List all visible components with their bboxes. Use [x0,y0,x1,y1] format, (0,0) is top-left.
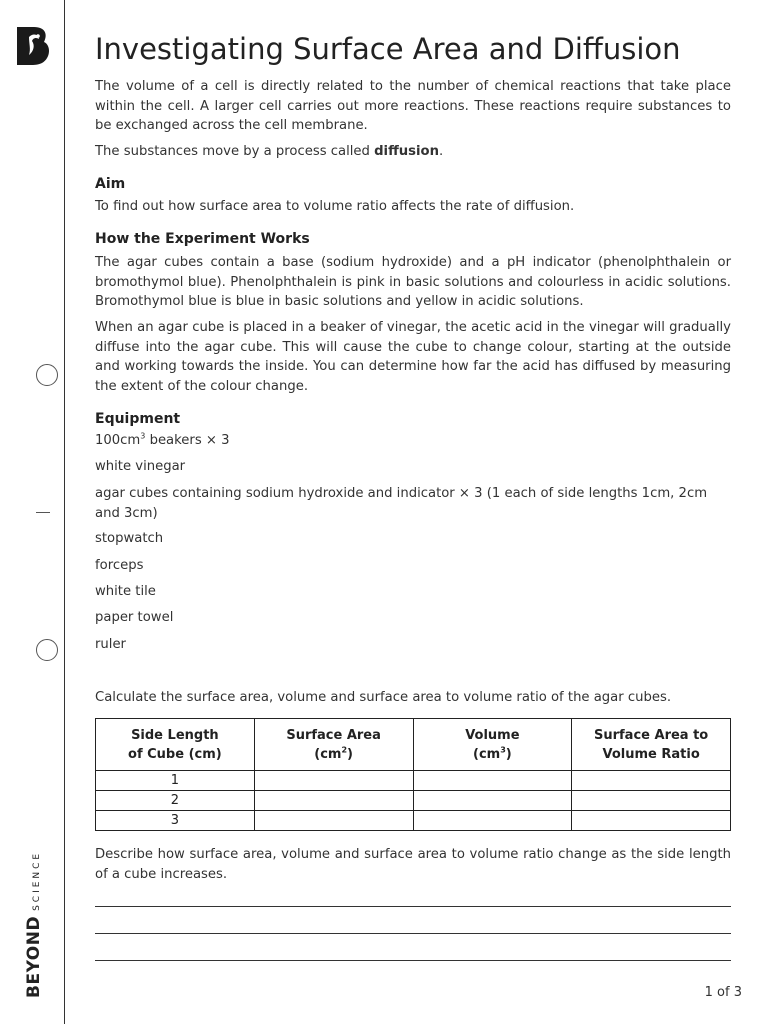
equipment-item-forceps: forceps [95,558,144,573]
header-volume-line1: Volume [465,727,520,743]
describe-prompt: Describe how surface area, volume and surface area to volume ratio change as the side length of a cube increases. [95,847,731,882]
ratio-answer-cell[interactable] [572,811,731,831]
header-side-line1: Side Length [131,727,219,743]
volume-answer-cell[interactable] [413,791,572,811]
header-volume-close: ) [505,746,512,762]
header-side-line2: of Cube (cm) [128,746,222,762]
aim-heading: Aim [95,176,126,192]
equipment-item-vinegar: white vinegar [95,459,186,474]
table-row [96,771,731,791]
results-table [95,718,731,831]
header-area-line1: Surface Area [286,727,381,743]
answer-line[interactable] [95,933,731,934]
header-ratio [572,719,731,771]
brand-secondary: SCIENCE [32,850,42,911]
header-volume-unit: (cm [473,746,501,762]
beakers-count: beakers × 3 [145,433,230,448]
punch-hole-marker [36,639,58,661]
side-length-cell: 2 [96,791,255,811]
side-length-cell: 3 [96,811,255,831]
side-length-cell: 1 [96,771,255,791]
equipment-item-ruler: ruler [95,637,126,652]
header-volume [413,719,572,771]
surface-area-answer-cell[interactable] [254,811,413,831]
brand-vertical [24,851,44,998]
header-surface-area [254,719,413,771]
surface-area-answer-cell[interactable] [254,771,413,791]
header-ratio-line1: Surface Area to [594,727,709,743]
table-header-row [96,719,731,771]
surface-area-answer-cell[interactable] [254,791,413,811]
header-area-close: ) [347,746,353,762]
table-row [96,791,731,811]
beakers-superscript: 3 [140,431,146,441]
ratio-answer-cell[interactable] [572,771,731,791]
fold-mark [36,512,50,513]
header-ratio-line2: Volume Ratio [602,746,700,762]
how-paragraph-1: The agar cubes contain a base (sodium hydroxide) and a pH indicator (phenolphthalein or bromothymol blue). Phenolphthalein is pink in basic solutions and colourless in acidic solutions. Bromothymol blue is blue in basic solutions and yellow in acidic solutions. [95,255,731,309]
brand-primary: BEYOND [24,915,44,998]
how-heading: How the Experiment Works [95,231,310,247]
header-volume-sup: 3 [500,745,506,755]
header-side-length [96,719,255,771]
page-title: Investigating Surface Area and Diffusion [95,32,681,66]
equipment-item-agar: agar cubes containing sodium hydroxide and indicator × 3 (1 each of side lengths 1cm, 2cm and 3cm) [95,486,708,521]
header-area-sup: 2 [341,745,348,755]
punch-hole-marker [36,364,58,386]
beakers-text: 100cm [95,433,141,448]
diffusion-bold-term: diffusion [374,144,439,159]
intro-paragraph: The volume of a cell is directly related to the number of chemical reactions that take place within the cell. A larger cell carries out more reactions. These reactions require substances to be exchanged across the cell membrane. [95,79,731,133]
volume-answer-cell[interactable] [413,771,572,791]
equipment-item-towel: paper towel [95,610,174,625]
answer-line[interactable] [95,960,731,961]
diffusion-sentence [95,142,731,162]
table-row [96,811,731,831]
volume-answer-cell[interactable] [413,811,572,831]
page-number: 1 of 3 [704,985,742,1000]
how-paragraph-2: When an agar cube is placed in a beaker of vinegar, the acetic acid in the vinegar will gradually diffuse into the agar cube. This will cause the cube to change colour, starting at the outside and working towards the inside. You can determine how far the acid has diffused by measuring the extent of the colour change. [95,320,731,394]
calc-instruction: Calculate the surface area, volume and surface area to volume ratio of the agar cubes. [95,690,672,705]
answer-line[interactable] [95,906,731,907]
equipment-item-tile: white tile [95,584,156,599]
equipment-heading: Equipment [95,411,181,427]
equipment-item-beakers [95,431,731,451]
equipment-item-stopwatch: stopwatch [95,531,164,546]
aim-text: To find out how surface area to volume ratio affects the rate of diffusion. [95,199,575,214]
diffusion-text: The substances move by a process called [95,144,375,159]
beyond-science-logo [14,24,52,66]
ratio-answer-cell[interactable] [572,791,731,811]
margin-rule [64,0,65,1024]
diffusion-period: . [438,144,444,159]
header-area-unit: (cm [314,746,342,762]
